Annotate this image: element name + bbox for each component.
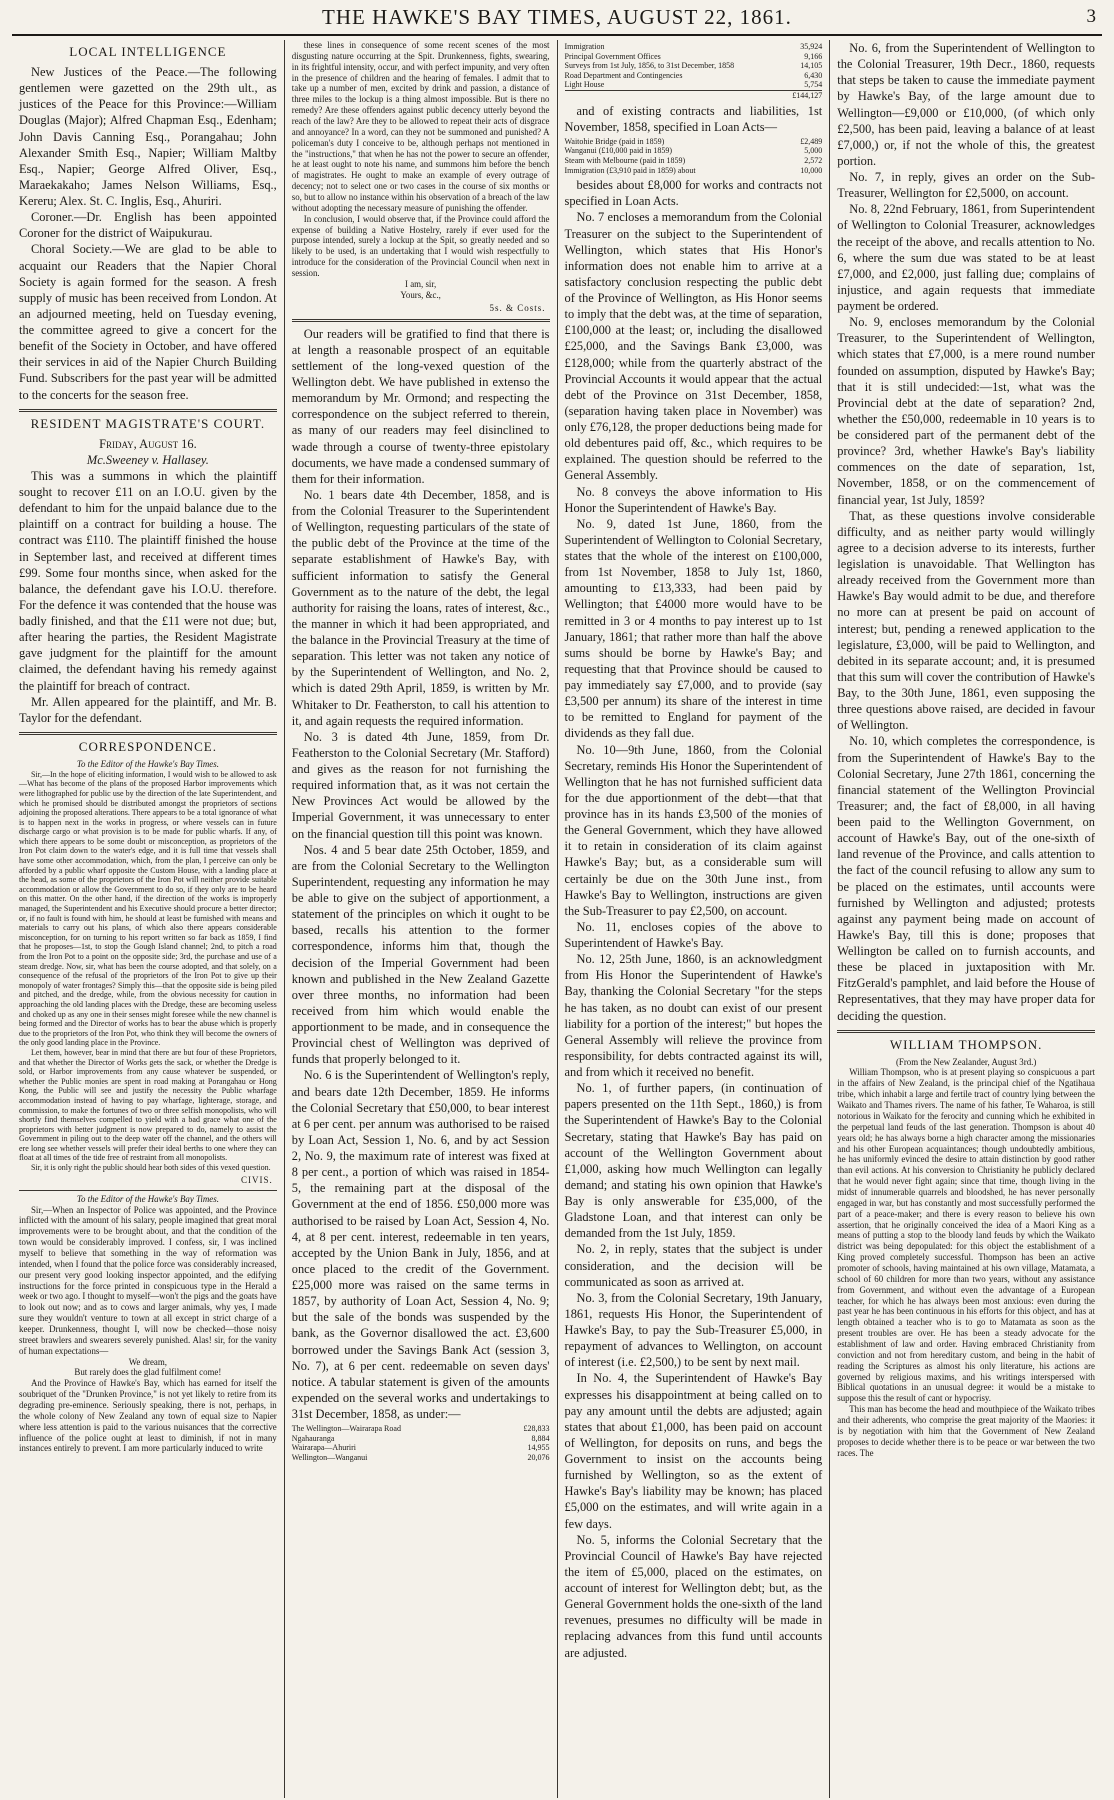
letter-paragraph: In conclusion, I would observe that, if the Province could afford the expense of building a Native Hostelry, rarely if ever used for the purpose intended, surely a lockup at the Spit, so greatly needed and so likely to be used, is an undertaking that I would wish respectfully to introduce for the consideration of the Provincial Council when next in session. — [291, 213, 550, 279]
article-paragraph: No. 10—9th June, 1860, from the Colonial Secretary, reminds His Honor the Superintendent of Wellington that he has not furnished sufficient data for the due apportionment of the debt—that that province has in its hands £3,500 of the monies of the General Government, which they have allowed it to retain in consideration of its claim against Hawke's Bay; but, as a considerable sum will certainly be due on the 30th June inst., from Hawke's Bay to Wellington, instructions are given the Sub-Treasurer to pay £2,500, on account. — [564, 742, 823, 918]
article-source-line: (From the New Zealander, August 3rd.) — [895, 1056, 1037, 1067]
table-row — [292, 1453, 550, 1463]
table-cell-item: Ngahauranga — [291, 1433, 335, 1443]
section-divider — [19, 409, 277, 412]
letter-salutation: To the Editor of the Hawke's Bay Times. — [76, 1193, 219, 1204]
letter-paragraph: And the Province of Hawke's Bay, which has earned for itself the soubriquet of the "Drunken Province," is not yet likely to retire from its degrading pre-eminence. Seriously speaking, there is not, perhaps, in the whole colony of New Zealand any town of equal size to Napier where less attention is paid to the various nuisances that the corrective influence of the police ought at least to diminish, if not in many instances entirely to prevent. I am more particularly induced to write — [19, 1378, 277, 1454]
section-heading-local-intelligence: LOCAL INTELLIGENCE — [69, 44, 227, 59]
letter-salutation: To the Editor of the Hawke's Bay Times. — [76, 758, 219, 769]
table-cell-amount: £28,833 — [523, 1424, 550, 1434]
liabilities-table — [565, 137, 823, 175]
article-paragraph: No. 5, informs the Colonial Secretary that the Provincial Council of Hawke's Bay have rejected the item of £5,000, placed on the estimates, on account of interest for Wellington debt; but, as the General Government holds the one-sixth of the land revenues, presumes no difficulty will be made in replacing advances from this fund until accounts are adjusted. — [564, 1532, 823, 1660]
table-cell-amount: 10,000 — [800, 165, 823, 175]
table-cell-item: Steam with Melbourne (paid in 1859) — [564, 156, 686, 165]
section-divider — [19, 732, 277, 735]
article-paragraph: No. 10, which completes the correspondence, is from the Superintendent of Hawke's Bay to the Colonial Secretary, June 27th 1861, concerning the financial statement of the Wellington Provincial Treasurer; and, the fact of £8,000, in all having been paid to the Wellington Government, on account of Hawke's Bay, out of the one-sixth of land revenue of the Province, and calls attention to the fact of the council refusing to allow any sum to be placed on the estimates, until accounts were furnished by Wellington and adjusted; protests against any payment being made on account of Hawke's Bay, till this is done; proposes that Wellington be called on to furnish accounts, and these be placed in juxtaposition with Mr. FitzGerald's pamphlet, and laid before the House of Representatives, that they may have proper data for deciding the question. — [837, 734, 1095, 1023]
section-divider — [292, 319, 550, 322]
article-paragraph: No. 1, of further papers, (in continuation of papers presented on the 11th Sept., 1860,) is from the Superintendent of Hawke's Bay to the Colonial Secretary, stating that Hawke's Bay has paid on account of the Wellington Government about £1,000, asking how much Wellington can legally demand; and stating his own opinion that Hawke's Bay is only answerable for £35,000, of the Gladstone Loan, and that interest can only be demanded from the 1st July, 1859. — [564, 1081, 823, 1241]
section-heading-court: RESIDENT MAGISTRATE'S COURT. — [30, 415, 266, 431]
verse-line: We dream, — [128, 1356, 167, 1367]
section-divider — [837, 1030, 1095, 1033]
article-paragraph: No. 7, in reply, gives an order on the Sub-Treasurer, Wellington for £2,5000, on account. — [837, 170, 1095, 201]
table-cell-item: Immigration (£3,910 paid in 1859) about — [564, 165, 696, 175]
letter-signature: 5s. & Costs. — [489, 302, 546, 313]
table-cell-item: Light House — [564, 80, 605, 90]
table-row — [565, 52, 823, 62]
letter-signature: CIVIS. — [240, 1174, 273, 1185]
verse-line: But rarely does the glad fulfilment come! — [74, 1367, 222, 1378]
column-3 — [558, 40, 831, 1798]
article-paragraph: New Justices of the Peace.—The following gentlemen were gazetted on the 29th ult., as justices of the Peace for this Province:—William Douglas (Major); Alfred Chapman Esq., Edenham; John Davis Canning Esq., Porangahau; John Alexander Smith Esq., Napier; William Maltby Esq., Napier; George Alfred Oliver, Esq., Maraekakaho; James Nelson Williams, Esq., Kereru; Alex. St. C. Inglis, Esq., Ahuriri. — [19, 65, 277, 208]
table-cell-amount: 14,105 — [800, 61, 823, 71]
article-paragraph: besides about £8,000 for works and contracts not specified in Loan Acts. — [564, 178, 823, 209]
letter-paragraph: Sir,—In the hope of eliciting information, I would wish to be allowed to ask—What has become of the plans of the proposed Harbor improvements which were lithographed for public use by the direction of the late Superintendent, and which he promised should be distributed amongst the proprietors of sections adjoining the proposed alterations. There appears to be a total ignorance of what is to happen next in the works in progress, or where vessels can in future discharge cargo or what provision is to be made for public wharfs. If any, of which there appears to be some doubt or misconception, as proprietors of the Iron Pot claim down to the water's edge, and it is full time that vessels shall have some other accommodation, which, from the plan, I perceive can only be afforded by a public wharf opposite the Custom House, with a landing place at the head, as some of the proprietors of the Iron Pot will neither provide suitable accommodation or allow the Government to do so, if they only are to be heard on this matter. On the other hand, if the direction of the works is improperly managed, the Superintendent and his Executive should procure a better director; or, if no fault is found with him, he should at least be furnished with means and materials to carry out his plans, of which also there appears considerable misconception, for on turning to his report written so far back as 1859, I find that he proposes—1st, to stop the Gough Island channel; 2nd, to pitch a road from the Iron Pot to a point on the opposite side; 3rd, the purchase and use of a steam dredge. Now, sir, what has been the course adopted, and that solely, on a consequence of the refusal of the proprietors of the Iron Pot to give up their monopoly of water frontages? Simply this—that the opposite side is being piled and pitched, and the dredge, while, from the obvious necessity for caution in approaching the old landing places with the Dredge, these are becoming useless and choked up as any one in their senses might foresee while the new channel is being formed and the Director of works has to bear the abuse which is properly due to the proprietors of the Iron Pot, who think they will become the owners of the only good landing place in the Province. — [19, 769, 277, 1048]
article-columns — [12, 40, 1102, 1798]
article-paragraph: Coroner.—Dr. English has been appointed Coroner for the district of Waipukurau. — [19, 210, 277, 241]
table-row — [292, 1443, 550, 1453]
table-cell-item: The Wellington—Wairarapa Road — [291, 1424, 401, 1434]
page-number: 3 — [1086, 6, 1096, 27]
table-cell-amount: 35,924 — [800, 42, 823, 51]
table-cell-amount: 5,754 — [804, 80, 823, 90]
article-paragraph: Mr. Allen appeared for the plaintiff, and Mr. B. Taylor for the defendant. — [19, 694, 277, 725]
table-row — [292, 1424, 550, 1434]
letter-closing: Yours, &c., — [400, 289, 441, 300]
court-case-title: Mc.Sweeney v. Hallasey. — [86, 452, 209, 467]
table-cell-item: Wellington—Wanganui — [291, 1452, 368, 1462]
table-row — [565, 156, 823, 166]
table-cell-amount: 20,076 — [527, 1452, 550, 1462]
article-paragraph: Choral Society.—We are glad to be able to acquaint our Readers that the Napier Choral Society is again formed for the season. A fresh supply of music has been received from London. At an adjourned meeting, held on Tuesday evening, the committee agreed to give a concert for the benefit of the Society in October, and have offered their services in aid of the Napier Church Building Fund. Subscribers for the past year will be admitted to the concerts for the season free. — [19, 242, 277, 402]
article-paragraph: No. 6 is the Superintendent of Wellington's reply, and bears date 12th December, 1859. He informs the Colonial Secretary that £50,000, to bear interest at 6 per cent. per annum was authorised to be raised by Loan Act, Session 1, No. 6, and by act Session 2, No. 9, the maximum rate of interest was fixed at 8 per cent., a portion of which was raised in 1854-5, the remaining part at the disposal of the Government at the end of 1856. £50,000 more was authorised to be raised by Loan Act, Session 4, No. 4, at 8 per cent. interest, redeemable in ten years, accepted by the Union Bank in July, 1856, and at once placed to the credit of the Government. £25,000 more was raised on the same terms in 1857, by authority of Loan Act, Session 4, No. 9; but the sale of the bonds was suspended by the bank, as the Governor disallowed the act. £3,600 borrowed under the Savings Bank Act (session 3, No. 7), at 6 per cent. redeemable on seven days' notice. A tabular statement is given of the amounts expended on the several works and undertakings to 31st December, 1858, as under:— — [291, 1068, 550, 1421]
table-row — [565, 80, 823, 90]
table-row — [565, 166, 823, 176]
article-paragraph: No. 9, encloses memorandum by the Colonial Treasurer, to the Superintendent of Wellington, which states that £7,000, is a mere round number founded on assumption, disputed by Hawke's Bay; that it is still undecided:—1st, what was the Provincial debt at the date of separation? 2nd, whether the £50,000, redeemable in 10 years is to be considered part of the permanent debt of the province? 3rd, whether Hawke's Bay's liability commences on the date of separation, 1st, November, 1858, or on the commencement of financial year, 1st July, 1859? — [837, 315, 1095, 507]
column-4 — [830, 40, 1102, 1798]
table-total-amount: £144,127 — [779, 90, 822, 100]
table-row — [565, 61, 823, 71]
table-cell-amount: 14,955 — [527, 1443, 550, 1453]
article-paragraph: In No. 4, the Superintendent of Hawke's Bay expresses his disappointment at being called on to pay any amount until the debts are adjusted; again states that about £1,000, has been paid on account of Wellington, for deposits on runs, and begs the Government to insist on the accounts being furnished by Wellington, so as the extent of Hawke's Bay's liability may be known; has placed £5,000 on the estimates, and will write again in a few days. — [564, 1371, 823, 1531]
table-row — [292, 1434, 550, 1444]
section-heading-william-thompson: WILLIAM THOMPSON. — [889, 1036, 1043, 1052]
article-paragraph: No. 12, 25th June, 1860, is an acknowledgment from His Honor the Superintendent of Hawke's Bay, thanking the Colonial Secretary "for the steps he has taken, as no doubt can exist of our present liability for a portion of the interest;" but hopes the General Assembly will relieve the province from responsibility, for debts contracted against its will, and from which it received no benefit. — [564, 952, 823, 1080]
table-cell-item: Immigration — [564, 42, 605, 51]
table-cell-item: Road Department and Contingencies — [564, 70, 683, 80]
article-paragraph: No. 6, from the Superintendent of Wellington to the Colonial Treasurer, 19th Decr., 1860, requests that steps be taken to cause the immediate payment by Hawke's Bay, of the large amount due to Wellington—£9,000 or £10,000, (of which only £2,500, has been paid, leaving a balance of at least £7,000,) or, if not the whole of this, the greatest portion. — [837, 41, 1095, 168]
article-paragraph: and of existing contracts and liabilities, 1st November, 1858, specified in Loan Acts— — [564, 103, 823, 134]
table-cell-item: Wairarapa—Ahuriri — [291, 1443, 356, 1453]
table-row — [565, 146, 823, 156]
article-paragraph: Nos. 4 and 5 bear date 25th October, 1859, and are from the Colonial Secretary to the Wellington Superintendent, requesting any information he may be able to give on the subject of apportionment, a statement of the principles on which it ought to be based, recalls his attention to the former correspondence, informs him that, though the decision of the Imperial Government had been known and published in the New Zealand Gazette over three months, no information had been received from him which would enable the apportionment to be made, and in consequence the Provincial chest of Wellington was deprived of funds that properly belonged to it. — [291, 842, 550, 1067]
expenditure-table — [292, 1424, 550, 1462]
table-cell-amount: 8,884 — [531, 1433, 550, 1443]
article-paragraph: No. 3, from the Colonial Secretary, 19th January, 1861, requests His Honor, the Superintendent of Hawke's Bay, to pay the Sub-Treasurer £5,000, in repayment of advances to Wellington, on account of interest (i.e. £2,500,) to be sent by next mail. — [564, 1290, 823, 1370]
table-cell-item — [565, 90, 780, 100]
table-row — [565, 42, 823, 52]
table-row — [565, 137, 823, 147]
article-paragraph: No. 11, encloses copies of the above to Superintendent of Hawke's Bay. — [564, 919, 823, 951]
masthead — [12, 0, 1102, 36]
letter-paragraph: Sir, it is only right the public should hear both sides of this vexed question. — [31, 1163, 271, 1173]
section-heading-correspondence: CORRESPONDENCE. — [78, 738, 217, 754]
table-row — [565, 71, 823, 81]
article-paragraph: Our readers will be gratified to find that there is at length a reasonable prospect of an equitable settlement of the long-vexed question of the Wellington debt. We have published in extenso the memorandum by Mr. Ormond; and respecting the correspondence on the subject referred to therein, as many of our readers may feel disinclined to wade through a course of twenty-three epistolary documents, we have made a condensed summary of them for their information. — [291, 326, 550, 486]
article-paragraph: No. 2, in reply, states that the subject is under consideration, and the decision will be communicated as soon as arrived at. — [564, 1242, 823, 1289]
table-cell-amount: £2,489 — [800, 136, 823, 146]
column-1 — [12, 40, 285, 1798]
table-cell-item: Waitohie Bridge (paid in 1859) — [564, 136, 665, 146]
table-total-row — [565, 90, 823, 100]
column-2 — [285, 40, 558, 1798]
article-paragraph: This man has become the head and mouthpiece of the Waikato tribes and their adherents, who comprise the great majority of the Maories: it is by negotiation with him that the Government of New Zealand proposes to decide whether there is to be peace or war between the two races. The — [837, 1404, 1095, 1458]
table-cell-amount: 5,000 — [804, 146, 823, 156]
article-paragraph: William Thompson, who is at present playing so conspicuous a part in the affairs of New Zealand, is the principal chief of the Ngatihaua tribe, which inhabit a large and fertile tract of country lying between the Waikato and Thames rivers. The name of his father, Te Waharoa, is still notorious in Waikato for the ferocity and cunning which he exhibited in the perpetual land feuds of the last generation. Thompson is about 40 years old; he has always borne a high character among the missionaries and his other European acquaintances; though undoubtedly ambitious, he has uniformly evinced the desire to attain distinction by good rather than evil actions. At his conversion to Christianity he publicly declared that he would never fight again; since that time, though living in the midst of innumerable quarrels and bloodshed, he has never personally engaged in war, but has constantly and most successfully performed the part of a peace-maker; and there is every reason to believe his own assertion, that he originally conceived the idea of a Maori King as a means of putting a stop to the bloody land feuds by which the Waikato district was being depopulated: for this object the establishment of a King proved completely successful. Thompson has been an active promoter of schools, having maintained at his own village, Matamata, a school of 60 children for more than two years, without any assistance from Government, and without even the advantage of a European teacher, for which he has always been most anxious: even during the past year he has been continuous in his efforts for this object, and has at length obtained a teacher who is to go to Matamata as soon as the present troubles are over. He has been a steady advocate for the establishment of law and order. Having embraced Christianity from conviction and not from hereditary custom, and being in the habit of reading the Scriptures as almost his only literature, his actions are governed by religious maxims, and his writings interspersed with Biblical quotations in an unusual degree: it would be a mistake to suppose this the result of cant or hypocrisy. — [837, 1067, 1095, 1404]
letter-closing: I am, sir, — [405, 278, 437, 289]
article-paragraph: No. 7 encloses a memorandum from the Colonial Treasurer on the subject to the Superintendent of Wellington, which states that His Honor's information does not enable him to arrive at a satisfactory conclusion respecting the public debt of the Province of Wellington, as His Honor seems to imply that the debt was, at the time of separation, £100,000 at the least; or, including the disallowed £25,000, and the Savings Bank £3,000, was £128,000; while from the quarterly abstract of the Provincial Accounts it would appear that the actual debt of the Province on 31st December, 1858, (separation having taken place in November) was only £76,128, the proper deductions being made for old debentures paid off, &c., which requires to be explained. The question should be referred to the General Assembly. — [564, 210, 823, 483]
article-paragraph: No. 9, dated 1st June, 1860, from the Superintendent of Wellington to Colonial Secretary, states that the whole of the interest on £100,000, from 1st November, 1858 to July 1st, 1860, amounting to £13,333, had been paid by Wellington; that £4000 more would have to be remitted in 3 or 4 months to pay interest up to 1st January, 1861; that rather more than half the above sums should be borne by Hawke's Bay; and requesting that that Province should be caused to pay immediately say £7,000, and to provide (say £3,500 per annum) its share of the interest in time to be remitted to England for payment of the dividends as they fall due. — [564, 516, 823, 741]
article-paragraph: This was a summons in which the plaintiff sought to recover £11 on an I.O.U. given by the defendant to him for the unpaid balance due to the plaintiff on a contract for building a house. The contract was £110. The plaintiff finished the house in September last, and received at different times £99. Some four months since, when asked for the balance, the defendant gave his I.O.U. therefore. For the defence it was contended that the house was badly finished, and that the £11 were not due; but, after hearing the parties, the Resident Magistrate gave judgment for the plaintiff for the amount claimed, the defendant having his remedy against the plaintiff for breach of contract. — [19, 468, 277, 693]
table-cell-item: Surveys from 1st July, 1856, to 31st December, 1858 — [564, 61, 735, 71]
newspaper-title: THE HAWKE'S BAY TIMES, AUGUST 22, 1861. — [322, 4, 792, 29]
table-cell-amount: 9,166 — [804, 51, 823, 61]
expenditure-table-continued — [565, 42, 823, 101]
article-paragraph: No. 1 bears date 4th December, 1858, and is from the Colonial Treasurer to the Superintendent of Wellington, requesting particulars of the state of the public debt of the Province at the time of the separate establishment of Hawke's Bay, with sufficient information to satisfy the General Government as to the nature of the debt, the legal authority for raising the loans, rates of interest, &c., the manner in which it had been appropriated, and the balance in the Provincial Treasury at the time of separation. This letter was not taken any notice of by the Superintendent of Wellington, and No. 2, which is dated 29th April, 1859, is written by Mr. Whitaker to Dr. Featherston, to call his attention to it, and again requests the required information. — [291, 487, 550, 728]
article-paragraph: No. 3 is dated 4th June, 1859, from Dr. Featherston to the Colonial Secretary (Mr. Stafford) and gives as the reason for not furnishing the required information that, as it was not certain the New Provinces Act would be allowed by the Imperial Government, it was unnecessary to enter on the financial question till this point was known. — [291, 729, 550, 841]
table-cell-item: Wanganui (£10,000 paid in 1859) — [564, 146, 673, 156]
letter-paragraph: these lines in consequence of some recent scenes of the most disgusting nature occurring at the Spit. Drunkenness, fights, swearing, in its frightful intensity, occur, and with perfect impunity, and very often in the presence of children and the hearing of females. I admit that to take up a number of men, excited by drink and passion, a distance of three miles to the lockup is a thing almost impossible. But is there no remedy? Are these offenders against public decency utterly beyond the reach of the law? Are they to be allowed to repeat their acts of disgrace and annoyance? In a word, can they not be summoned and punished? A policeman's duty I conceive to be, although perhaps not mentioned in the "instructions," that when he has not the power to secure an offender, he at least ought to note his name, and summons him before the bench of magistrates. He ought to make an example of every outrage of decency; not to select one or two cases in the course of six months or so, but to allow no instance within his observation of a breach of the law without adopting the necessary measure of punishing the offender. — [291, 40, 550, 213]
article-paragraph: No. 8, 22nd February, 1861, from Superintendent of Wellington to Colonial Treasurer, acknowledges the receipt of the above, and recalls attention to No. 6, where the sum due was stated to be at least £7,000, and £2,000, just falling due; complains of injustice, and again requests that immediate payment be ordered. — [837, 202, 1095, 313]
table-cell-item: Principal Government Offices — [564, 51, 661, 61]
table-cell-amount: 2,572 — [804, 156, 823, 165]
article-paragraph: That, as these questions involve considerable difficulty, and as neither party would willingly agree to a decision adverse to its interests, further legislation is unavoidable. That Wellington has already received from the Government more than Hawke's Bay would admit to be due, and therefore no more can at present be paid on account of interest; but, pending a renewed application to the legislature, £3,000, will be paid to Wellington, and debited in its separate account; and, it is presumed that this sum will cover the contribution of Hawke's Bay, to the 30th June, 1861, even supposing the three questions above raised, are decided in favour of Wellington. — [837, 508, 1095, 733]
table-cell-amount: 6,430 — [804, 70, 823, 80]
court-date: Friday, August 16. — [99, 436, 197, 451]
letter-paragraph: Sir,—When an Inspector of Police was appointed, and the Province inflicted with the amount of his salary, people imagined that great moral improvements were to be brought about, and that the condition of the town would be considerably improved. I confess, sir, I was inclined myself to believe that something in the way of reformation was intended, when I found that the police force was considerably increased, our present very good looking inspector appointed, and the edifying instructions for the force printed in conspicuous type in the Herald a week or two ago. I thought to myself—won't the pigs and the goats have to look out now; and as to cows and larger animals, why yes, I made sure they wouldn't venture to town at all except in strict charge of a keeper. Drunkenness, thought I, will now be checked—those noisy street brawlers and swearers severely punished. Alas! sir, for the vanity of human expectations— — [19, 1204, 277, 1356]
letter-paragraph: Let them, however, bear in mind that there are but four of these Proprietors, and that whether the Director of Works gets the sack, or whether the Dredge is sold, or Harbor improvements from any cause whatever be suspended, or whether the Public monies are spent in road making at Porangahau or Hong Kong, the Public will see and justify the necessity the Public wharfage accommodation instead of having to pay wharfage, lighterage, storage, and commission, to make the fortunes of two or three selfish monopolists, who will shortly find themselves compelled to yield with a bad grace what one of the proprietors with better judgment is now prepared to do, namely to assist the Government in piling out to the deep water off the channel, and the others will ere long see whether vessels will prefer their ideal berths to one where they can float at all times of the tide free of restraint from all monopolists. — [19, 1047, 277, 1163]
article-paragraph: No. 8 conveys the above information to His Honor the Superintendent of Hawke's Bay. — [564, 484, 823, 515]
letter-divider — [19, 1190, 277, 1191]
